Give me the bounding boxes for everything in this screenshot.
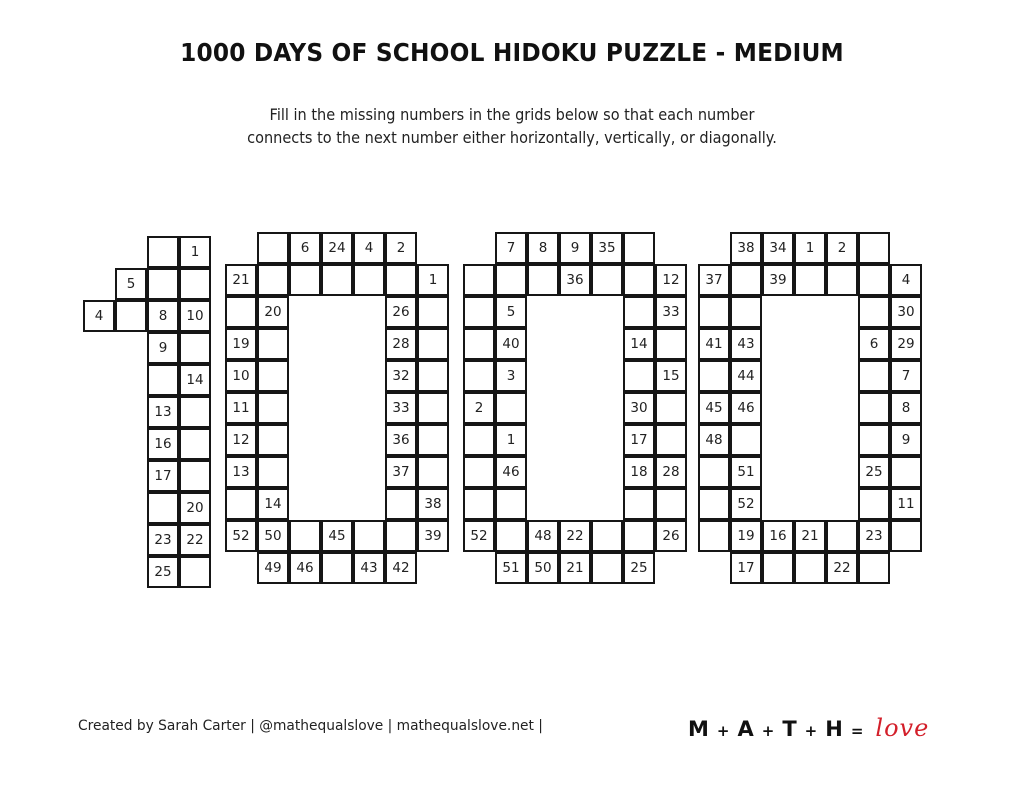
given-number-cell: 33	[385, 392, 417, 424]
logo-love: love	[875, 714, 930, 742]
empty-cell[interactable]	[890, 456, 922, 488]
empty-cell[interactable]	[385, 264, 417, 296]
given-number-cell: 10	[225, 360, 257, 392]
given-number-cell: 1	[179, 236, 211, 268]
empty-cell[interactable]	[495, 520, 527, 552]
empty-cell[interactable]	[858, 488, 890, 520]
empty-cell[interactable]	[623, 488, 655, 520]
given-number-cell: 28	[385, 328, 417, 360]
empty-cell[interactable]	[623, 232, 655, 264]
empty-cell[interactable]	[623, 520, 655, 552]
empty-cell[interactable]	[655, 488, 687, 520]
empty-cell[interactable]	[794, 264, 826, 296]
empty-cell[interactable]	[655, 392, 687, 424]
empty-cell[interactable]	[858, 392, 890, 424]
empty-cell[interactable]	[463, 296, 495, 328]
empty-cell[interactable]	[179, 556, 211, 588]
given-number-cell: 26	[385, 296, 417, 328]
empty-cell[interactable]	[179, 428, 211, 460]
empty-cell[interactable]	[147, 268, 179, 300]
given-number-cell: 22	[826, 552, 858, 584]
empty-cell[interactable]	[858, 360, 890, 392]
given-number-cell: 7	[495, 232, 527, 264]
given-number-cell: 19	[730, 520, 762, 552]
empty-cell[interactable]	[417, 360, 449, 392]
empty-cell[interactable]	[762, 552, 794, 584]
empty-cell[interactable]	[257, 232, 289, 264]
given-number-cell: 45	[698, 392, 730, 424]
given-number-cell: 26	[655, 520, 687, 552]
empty-cell[interactable]	[698, 296, 730, 328]
empty-cell[interactable]	[147, 236, 179, 268]
empty-cell[interactable]	[289, 520, 321, 552]
empty-cell[interactable]	[655, 328, 687, 360]
given-number-cell: 44	[730, 360, 762, 392]
empty-cell[interactable]	[463, 488, 495, 520]
given-number-cell: 46	[730, 392, 762, 424]
page-title: 1000 DAYS OF SCHOOL HIDOKU PUZZLE - MEDIUM	[180, 38, 844, 67]
empty-cell[interactable]	[591, 552, 623, 584]
given-number-cell: 4	[83, 300, 115, 332]
math-equals-love-logo	[688, 714, 929, 742]
given-number-cell: 29	[890, 328, 922, 360]
given-number-cell: 20	[179, 492, 211, 524]
given-number-cell: 24	[321, 232, 353, 264]
given-number-cell: 37	[698, 264, 730, 296]
empty-cell[interactable]	[623, 296, 655, 328]
empty-cell[interactable]	[858, 264, 890, 296]
logo-equals: =	[850, 722, 865, 740]
given-number-cell: 21	[559, 552, 591, 584]
logo-letter-m: M	[688, 717, 710, 741]
given-number-cell: 35	[591, 232, 623, 264]
given-number-cell: 22	[559, 520, 591, 552]
empty-cell[interactable]	[417, 328, 449, 360]
empty-cell[interactable]	[257, 360, 289, 392]
given-number-cell: 5	[495, 296, 527, 328]
empty-cell[interactable]	[890, 520, 922, 552]
given-number-cell: 2	[385, 232, 417, 264]
given-number-cell: 46	[495, 456, 527, 488]
empty-cell[interactable]	[495, 264, 527, 296]
given-number-cell: 46	[289, 552, 321, 584]
given-number-cell: 8	[527, 232, 559, 264]
empty-cell[interactable]	[417, 296, 449, 328]
given-number-cell: 51	[730, 456, 762, 488]
given-number-cell: 48	[698, 424, 730, 456]
given-number-cell: 7	[890, 360, 922, 392]
given-number-cell: 34	[762, 232, 794, 264]
given-number-cell: 25	[623, 552, 655, 584]
given-number-cell: 1	[495, 424, 527, 456]
given-number-cell: 23	[858, 520, 890, 552]
empty-cell[interactable]	[225, 296, 257, 328]
empty-cell[interactable]	[591, 520, 623, 552]
empty-cell[interactable]	[289, 264, 321, 296]
given-number-cell: 4	[353, 232, 385, 264]
empty-cell[interactable]	[463, 360, 495, 392]
empty-cell[interactable]	[321, 264, 353, 296]
given-number-cell: 17	[623, 424, 655, 456]
instructions	[157, 104, 868, 150]
given-number-cell: 48	[527, 520, 559, 552]
given-number-cell: 21	[225, 264, 257, 296]
empty-cell[interactable]	[417, 456, 449, 488]
empty-cell[interactable]	[623, 360, 655, 392]
empty-cell[interactable]	[257, 456, 289, 488]
empty-cell[interactable]	[257, 264, 289, 296]
given-number-cell: 43	[353, 552, 385, 584]
given-number-cell: 49	[257, 552, 289, 584]
given-number-cell: 9	[559, 232, 591, 264]
instructions-line-1: Fill in the missing numbers in the grids below so that each number	[269, 106, 755, 124]
given-number-cell: 2	[463, 392, 495, 424]
given-number-cell: 11	[890, 488, 922, 520]
footer-credit: Created by Sarah Carter | @mathequalslove | mathequalslove.net |	[78, 718, 543, 734]
given-number-cell: 2	[826, 232, 858, 264]
given-number-cell: 39	[417, 520, 449, 552]
given-number-cell: 37	[385, 456, 417, 488]
given-number-cell: 45	[321, 520, 353, 552]
given-number-cell: 22	[179, 524, 211, 556]
empty-cell[interactable]	[179, 268, 211, 300]
empty-cell[interactable]	[463, 264, 495, 296]
given-number-cell: 16	[147, 428, 179, 460]
empty-cell[interactable]	[179, 332, 211, 364]
empty-cell[interactable]	[495, 392, 527, 424]
logo-letter-a: A	[737, 717, 755, 741]
empty-cell[interactable]	[858, 552, 890, 584]
empty-cell[interactable]	[179, 396, 211, 428]
empty-cell[interactable]	[225, 488, 257, 520]
given-number-cell: 36	[559, 264, 591, 296]
given-number-cell: 20	[257, 296, 289, 328]
empty-cell[interactable]	[463, 328, 495, 360]
empty-cell[interactable]	[591, 264, 623, 296]
given-number-cell: 50	[527, 552, 559, 584]
given-number-cell: 6	[289, 232, 321, 264]
given-number-cell: 39	[762, 264, 794, 296]
given-number-cell: 43	[730, 328, 762, 360]
given-number-cell: 12	[655, 264, 687, 296]
given-number-cell: 13	[147, 396, 179, 428]
given-number-cell: 36	[385, 424, 417, 456]
empty-cell[interactable]	[147, 364, 179, 396]
given-number-cell: 8	[890, 392, 922, 424]
empty-cell[interactable]	[794, 552, 826, 584]
given-number-cell: 25	[858, 456, 890, 488]
empty-cell[interactable]	[115, 300, 147, 332]
logo-plus: +	[761, 722, 776, 740]
given-number-cell: 14	[257, 488, 289, 520]
given-number-cell: 11	[225, 392, 257, 424]
empty-cell[interactable]	[385, 520, 417, 552]
given-number-cell: 33	[655, 296, 687, 328]
empty-cell[interactable]	[385, 488, 417, 520]
empty-cell[interactable]	[730, 264, 762, 296]
empty-cell[interactable]	[417, 392, 449, 424]
given-number-cell: 12	[225, 424, 257, 456]
empty-cell[interactable]	[257, 424, 289, 456]
given-number-cell: 16	[762, 520, 794, 552]
empty-cell[interactable]	[179, 460, 211, 492]
empty-cell[interactable]	[655, 424, 687, 456]
empty-cell[interactable]	[257, 328, 289, 360]
given-number-cell: 14	[179, 364, 211, 396]
empty-cell[interactable]	[257, 392, 289, 424]
given-number-cell: 51	[495, 552, 527, 584]
empty-cell[interactable]	[730, 296, 762, 328]
given-number-cell: 3	[495, 360, 527, 392]
given-number-cell: 52	[225, 520, 257, 552]
empty-cell[interactable]	[495, 488, 527, 520]
empty-cell[interactable]	[147, 492, 179, 524]
given-number-cell: 6	[858, 328, 890, 360]
given-number-cell: 52	[463, 520, 495, 552]
empty-cell[interactable]	[353, 264, 385, 296]
empty-cell[interactable]	[353, 520, 385, 552]
given-number-cell: 50	[257, 520, 289, 552]
empty-cell[interactable]	[858, 296, 890, 328]
empty-cell[interactable]	[730, 424, 762, 456]
given-number-cell: 5	[115, 268, 147, 300]
instructions-line-2: connects to the next number either horizontally, vertically, or diagonally.	[247, 129, 777, 147]
empty-cell[interactable]	[826, 264, 858, 296]
given-number-cell: 23	[147, 524, 179, 556]
empty-cell[interactable]	[623, 264, 655, 296]
given-number-cell: 19	[225, 328, 257, 360]
empty-cell[interactable]	[527, 264, 559, 296]
given-number-cell: 38	[417, 488, 449, 520]
empty-cell[interactable]	[321, 552, 353, 584]
logo-plus: +	[804, 722, 819, 740]
given-number-cell: 32	[385, 360, 417, 392]
given-number-cell: 40	[495, 328, 527, 360]
given-number-cell: 25	[147, 556, 179, 588]
given-number-cell: 21	[794, 520, 826, 552]
given-number-cell: 9	[890, 424, 922, 456]
given-number-cell: 52	[730, 488, 762, 520]
given-number-cell: 1	[417, 264, 449, 296]
logo-plus: +	[716, 722, 731, 740]
given-number-cell: 1	[794, 232, 826, 264]
empty-cell[interactable]	[698, 488, 730, 520]
logo-letter-t: T	[782, 717, 798, 741]
empty-cell[interactable]	[417, 424, 449, 456]
given-number-cell: 17	[730, 552, 762, 584]
given-number-cell: 30	[890, 296, 922, 328]
given-number-cell: 15	[655, 360, 687, 392]
given-number-cell: 30	[623, 392, 655, 424]
empty-cell[interactable]	[698, 360, 730, 392]
given-number-cell: 17	[147, 460, 179, 492]
given-number-cell: 28	[655, 456, 687, 488]
given-number-cell: 8	[147, 300, 179, 332]
given-number-cell: 41	[698, 328, 730, 360]
given-number-cell: 38	[730, 232, 762, 264]
empty-cell[interactable]	[826, 520, 858, 552]
given-number-cell: 10	[179, 300, 211, 332]
given-number-cell: 9	[147, 332, 179, 364]
empty-cell[interactable]	[463, 424, 495, 456]
empty-cell[interactable]	[463, 456, 495, 488]
given-number-cell: 42	[385, 552, 417, 584]
given-number-cell: 14	[623, 328, 655, 360]
given-number-cell: 18	[623, 456, 655, 488]
empty-cell[interactable]	[698, 456, 730, 488]
given-number-cell: 4	[890, 264, 922, 296]
empty-cell[interactable]	[698, 520, 730, 552]
empty-cell[interactable]	[858, 232, 890, 264]
given-number-cell: 13	[225, 456, 257, 488]
empty-cell[interactable]	[858, 424, 890, 456]
logo-letter-h: H	[825, 717, 844, 741]
